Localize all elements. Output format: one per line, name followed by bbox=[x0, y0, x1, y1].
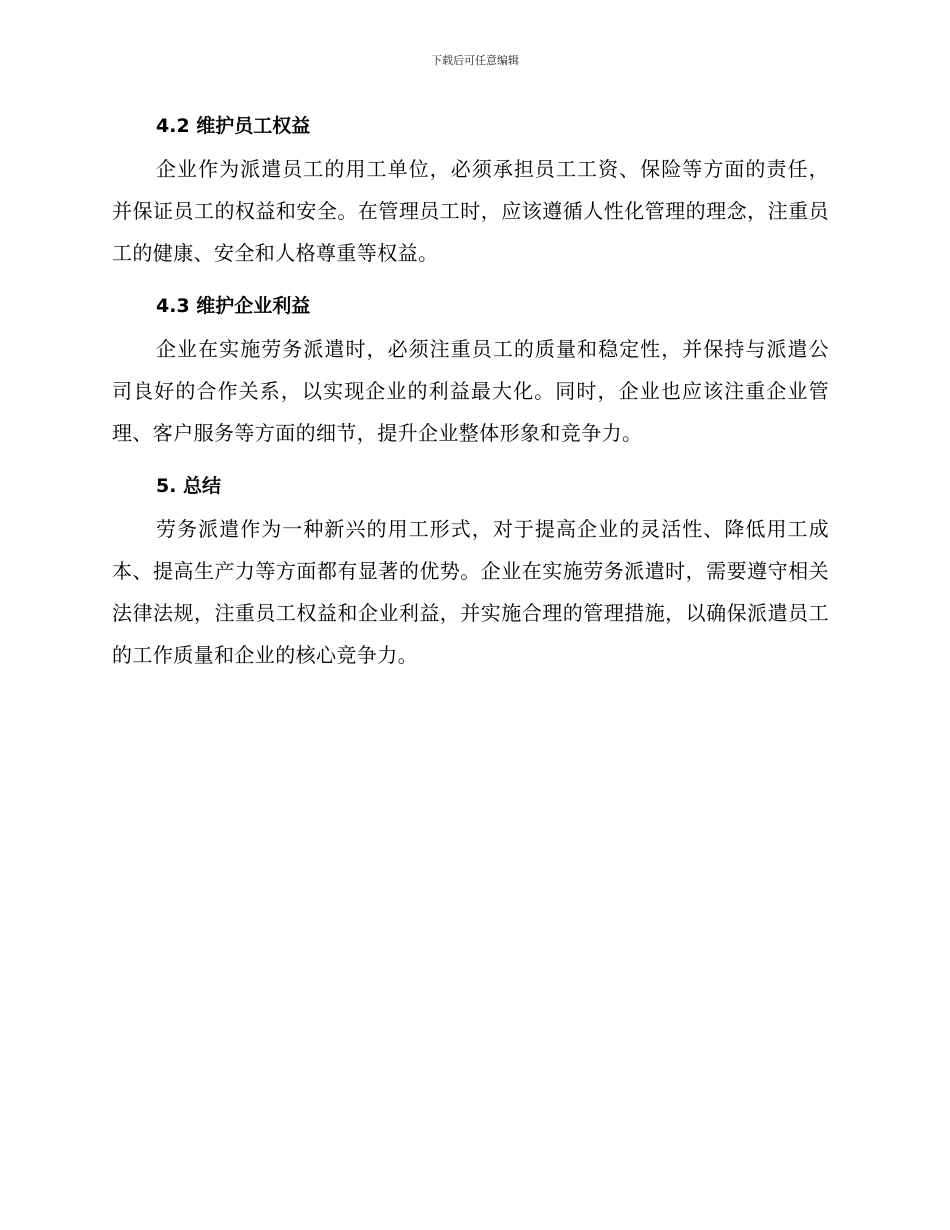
section-paragraph-4-2: 企业作为派遣员工的用工单位，必须承担员工工资、保险等方面的责任，并保证员工的权益和安全。在管理员工时，应该遵循人性化管理的理念，注重员工的健康、安全和人格尊重等权益。 bbox=[112, 157, 829, 265]
section-heading-5: 5. 总结 bbox=[156, 475, 222, 497]
section-heading-4-2: 4.2 维护员工权益 bbox=[156, 115, 311, 137]
document-body bbox=[112, 104, 829, 686]
section-paragraph-5: 劳务派遣作为一种新兴的用工形式，对于提高企业的灵活性、降低用工成本、提高生产力等方面都有显著的优势。企业在实施劳务派遣时，需要遵守相关法律法规，注重员工权益和企业利益，并实施合理的管理措施，以确保派遣员工的工作质量和企业的核心竞争力。 bbox=[112, 517, 829, 667]
page-header: 下载后可任意编辑 bbox=[431, 54, 519, 67]
section-heading-4-3: 4.3 维护企业利益 bbox=[156, 295, 311, 317]
section-paragraph-4-3: 企业在实施劳务派遣时，必须注重员工的质量和稳定性，并保持与派遣公司良好的合作关系，以实现企业的利益最大化。同时，企业也应该注重企业管理、客户服务等方面的细节，提升企业整体形象和竞争力。 bbox=[112, 337, 829, 445]
